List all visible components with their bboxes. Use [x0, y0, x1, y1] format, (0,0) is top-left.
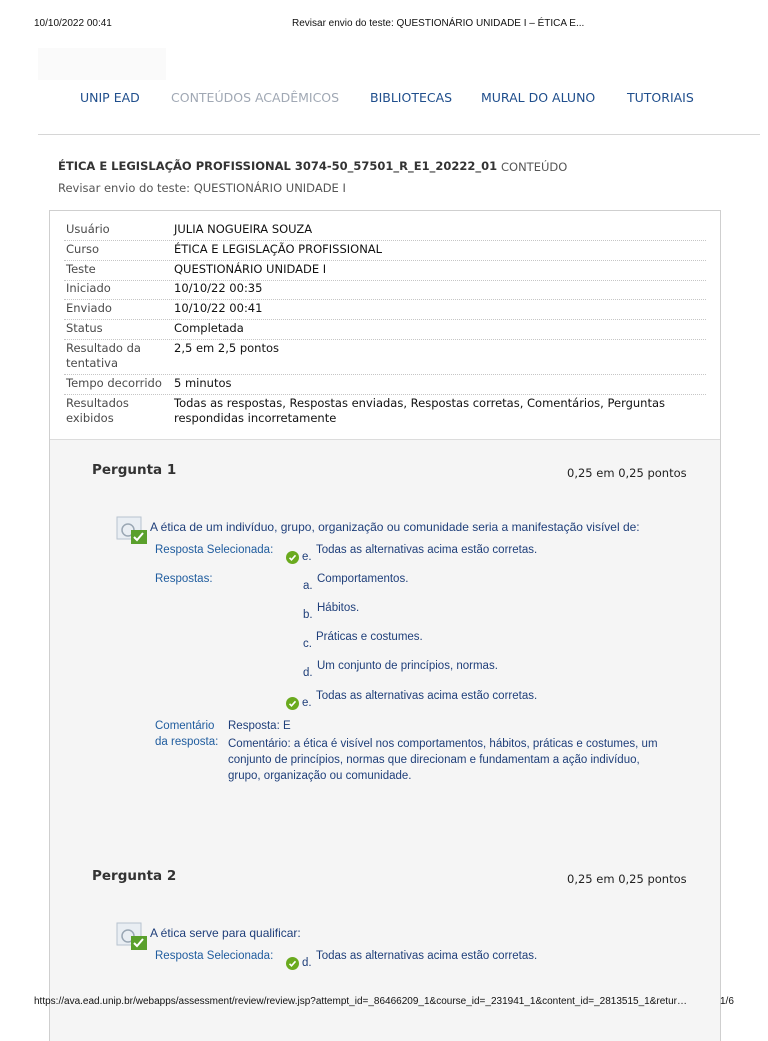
summary-value: Todas as respostas, Respostas enviadas, Respostas corretas, Comentários, Perguntas respondidas incorretamente	[174, 396, 666, 425]
comment-answer: Resposta: E	[228, 720, 291, 732]
course-title[interactable]: ÉTICA E LEGISLAÇÃO PROFISSIONAL 3074-50_57501_R_E1_20222_01	[58, 159, 498, 173]
question-points: 0,25 em 0,25 pontos	[567, 872, 687, 886]
print-page-title: Revisar envio do teste: QUESTIONÁRIO UNIDADE I – ÉTICA E...	[292, 18, 585, 29]
selected-answer-label: Resposta Selecionada:	[155, 544, 274, 556]
print-header	[0, 18, 768, 32]
answer-letter: d.	[303, 667, 313, 679]
answer-option: Práticas e costumes.	[316, 631, 423, 643]
question-correct-icon	[116, 516, 148, 546]
summary-row-iniciado	[64, 281, 706, 300]
summary-label: Curso	[66, 242, 100, 256]
summary-label: Iniciado	[66, 281, 111, 295]
selected-answer-text: Todas as alternativas acima estão corretas.	[316, 950, 538, 962]
question-title: Pergunta 2	[92, 868, 177, 884]
summary-label: Usuário	[66, 222, 110, 236]
answer-option: Todas as alternativas acima estão corretas.	[316, 690, 538, 702]
summary-label: Teste	[66, 262, 96, 276]
nav-unip-ead[interactable]: UNIP EAD	[80, 90, 140, 105]
summary-value: 5 minutos	[174, 376, 232, 390]
correct-check-icon	[286, 957, 299, 970]
print-datetime: 10/10/2022 00:41	[34, 18, 112, 29]
summary-value: 10/10/22 00:35	[174, 281, 263, 295]
selected-answer-label: Resposta Selecionada:	[155, 950, 274, 962]
summary-row-enviado	[64, 301, 706, 320]
summary-row-tempo	[64, 376, 706, 395]
correct-check-icon	[286, 697, 299, 710]
summary-row-resultado	[64, 341, 706, 375]
print-page-number: 1/6	[720, 996, 734, 1007]
summary-label: Status	[66, 321, 103, 335]
nav-divider	[38, 134, 760, 135]
summary-value: JULIA NOGUEIRA SOUZA	[174, 222, 313, 236]
summary-label: Tempo decorrido	[66, 376, 162, 390]
selected-answer-text: Todas as alternativas acima estão corretas.	[316, 544, 538, 556]
print-url: https://ava.ead.unip.br/webapps/assessment/review/review.jsp?attempt_id=_86466209_1&course_id=_231941_1&content_id=_2813515_1&retur…	[34, 996, 687, 1007]
answer-letter: a.	[303, 580, 313, 592]
nav-tutoriais[interactable]: TUTORIAIS	[627, 90, 694, 105]
summary-row-resultados-exibidos	[64, 396, 706, 429]
summary-row-usuario	[64, 222, 706, 241]
comment-text: Comentário: a ética é visível nos comportamentos, hábitos, práticas e costumes, um conjunto de princípios, normas que direcionam e fundamentam a ação indivíduo, grupo, organização ou comunidade.	[228, 738, 658, 782]
summary-label: Enviado	[66, 301, 112, 315]
answers-label: Respostas:	[155, 573, 213, 585]
nav-bibliotecas[interactable]: BIBLIOTECAS	[370, 90, 453, 105]
review-panel	[49, 210, 721, 1041]
question-text: A ética de um indivíduo, grupo, organização ou comunidade seria a manifestação visível de:	[150, 520, 640, 534]
question-title: Pergunta 1	[92, 462, 177, 478]
selected-answer-letter: d.	[302, 957, 312, 969]
question-points: 0,25 em 0,25 pontos	[567, 466, 687, 480]
answer-option: Um conjunto de princípios, normas.	[317, 660, 498, 672]
nav-mural-do-aluno[interactable]: MURAL DO ALUNO	[481, 90, 596, 105]
top-navigation	[0, 90, 768, 110]
question-text: A ética serve para qualificar:	[150, 926, 301, 940]
comment-label: Comentário da resposta:	[155, 720, 219, 748]
correct-check-icon	[286, 551, 299, 564]
answer-option: Comportamentos.	[317, 573, 409, 585]
summary-value: 2,5 em 2,5 pontos	[174, 341, 279, 355]
questions-area	[50, 440, 720, 1041]
summary-value: Completada	[174, 321, 244, 335]
summary-row-teste	[64, 262, 706, 281]
attempt-summary	[50, 211, 720, 440]
summary-row-curso	[64, 242, 706, 261]
summary-row-status	[64, 321, 706, 340]
answer-letter: b.	[303, 609, 313, 621]
nav-conteudos-academicos[interactable]: CONTEÚDOS ACADÊMICOS	[171, 90, 340, 105]
answer-letter: e.	[302, 697, 312, 709]
summary-label: Resultados exibidos	[66, 396, 129, 425]
answer-option: Hábitos.	[317, 602, 360, 614]
summary-value: 10/10/22 00:41	[174, 301, 263, 315]
selected-answer-letter: e.	[302, 551, 312, 563]
logo[interactable]	[38, 48, 166, 80]
summary-value: QUESTIONÁRIO UNIDADE I	[174, 262, 327, 276]
answer-letter: c.	[303, 638, 312, 650]
summary-label: Resultado da tentativa	[66, 341, 141, 370]
summary-value: ÉTICA E LEGISLAÇÃO PROFISSIONAL	[174, 242, 383, 256]
content-link[interactable]: CONTEÚDO	[501, 160, 568, 174]
question-correct-icon	[116, 922, 148, 952]
page-subtitle: Revisar envio do teste: QUESTIONÁRIO UNIDADE I	[58, 181, 346, 195]
